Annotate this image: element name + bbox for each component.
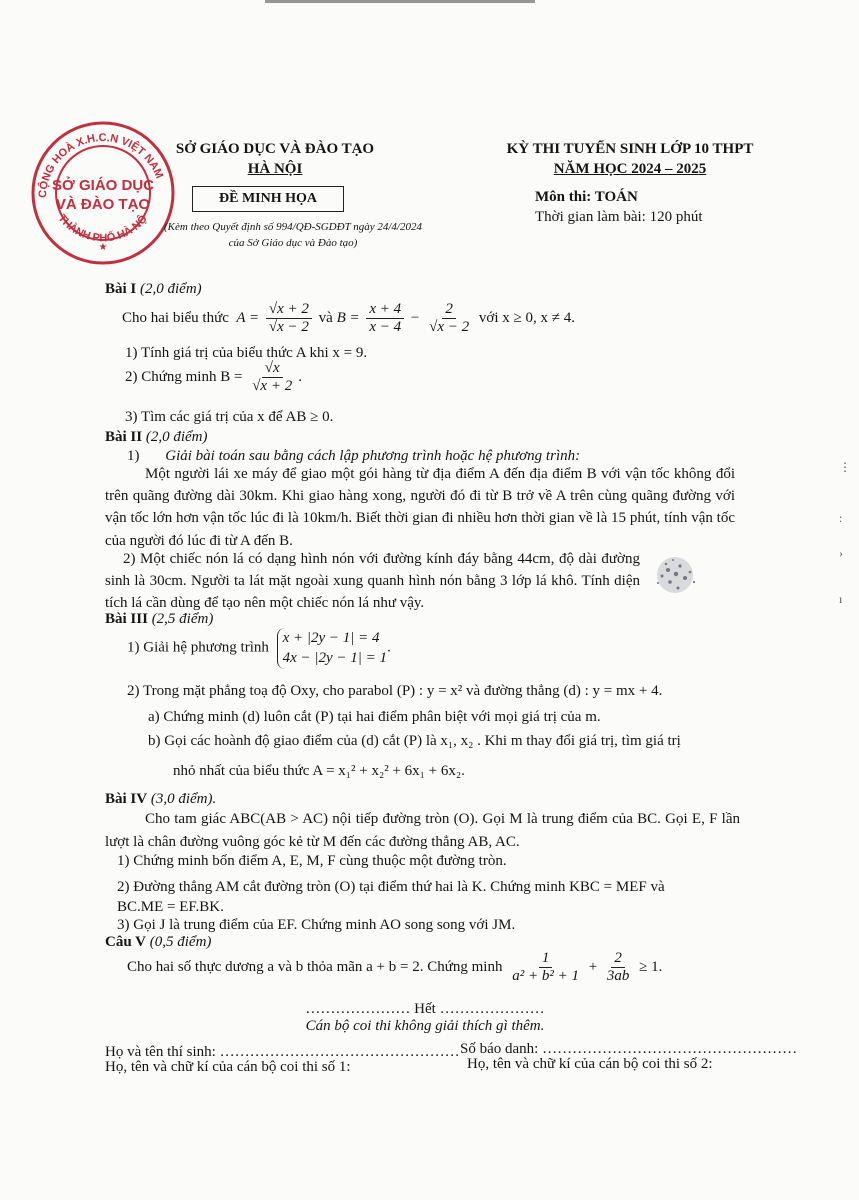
bai3-q2: 2) Trong mặt phẳng toạ độ Oxy, cho parabol (P) : y = x² và đường thẳng (d) : y = mx + 4. [127, 683, 663, 699]
cau5-title: Câu V [105, 934, 146, 950]
bai2-q1-title: Giải bài toán sau bằng cách lập phương trình hoặc hệ phương trình: [165, 448, 581, 464]
bai1-q3: 3) Tìm các giá trị của x để AB ≥ 0. [125, 409, 334, 425]
bai1-condition: với x ≥ 0, x ≠ 4. [478, 310, 575, 327]
bai3-q1-text: 1) Giải hệ phương trình [127, 639, 269, 656]
bai2-q1-label: 1) [127, 448, 140, 464]
bai1-q2: 2) Chứng minh B = $\frac{√x}{√x + 2}$ . [125, 360, 302, 395]
q2-denominator: √x + 2 [252, 378, 293, 395]
bai4-q2-line1: 2) Đường thẳng AM cắt đường tròn (O) tại điểm thứ hai là K. Chứng minh KBC = MEF và [117, 879, 665, 895]
proctor-note: Cán bộ coi thi không giải thích gì thêm. [305, 1018, 545, 1034]
candidate-name-field: Họ và tên thí sinh: ………………………………………… [105, 1044, 460, 1060]
frac1-numerator: 1 [539, 950, 553, 968]
header-department: SỞ GIÁO DỤC VÀ ĐÀO TẠO [175, 141, 375, 157]
bai4-intro: Cho tam giác ABC(AB > AC) nội tiếp đường tròn (O). Gọi M là trung điểm của BC. Gọi E, F lần lượt là chân đường vuông góc kẻ từ M đến các đường thẳng AB, AC. [105, 811, 740, 850]
proctor1-signature-label: Họ, tên và chữ kí của cán bộ coi thi số 1: [105, 1059, 351, 1075]
cau5-statement [127, 950, 662, 986]
cau5-points: (0,5 điểm) [149, 934, 212, 950]
exam-title: KỲ THI TUYỂN SINH LỚP 10 THPT [506, 141, 754, 157]
bai3-qa: a) Chứng minh (d) luôn cắt (P) tại hai điểm phân biệt với mọi giá trị của m. [148, 709, 601, 725]
svg-text:★: ★ [98, 242, 108, 253]
B-num1: x + 4 [366, 301, 404, 319]
subject-line: Môn thi: TOÁN [535, 189, 638, 205]
school-year: NĂM HỌC 2024 – 2025 [553, 160, 707, 177]
q2-numerator: √x [262, 360, 283, 378]
bai4-points: (3,0 điểm). [150, 791, 217, 807]
B-den1: x − 4 [369, 319, 402, 336]
A-denominator: √x − 2 [268, 319, 309, 336]
bai1-points: (2,0 điểm) [140, 281, 202, 297]
bai3-points: (2,5 điểm) [151, 611, 214, 627]
header-city: HÀ NỘI [247, 160, 303, 177]
duration-line: Thời gian làm bài: 120 phút [535, 209, 703, 226]
end-marker: ………………… Hết ………………… [305, 1001, 545, 1017]
system-eq2: 4x − |2y − 1| = 1 [282, 650, 388, 667]
bai2-q1-text: Một người lái xe máy để giao một gói hàng từ địa điểm A đến địa điểm B với vận tốc không đổi trên quãng đường dài 30km. Khi giao hàng xong, người đó đi từ B trở về A trên cùng quãng đường với vận tốc lớn hơn vận tốc lúc đi là 10km/h. Biết thời gian đi nhiều hơn thời gian về là 15 phút, tính vận tốc của người đó lúc đi từ A đến B. [105, 466, 735, 549]
frac2-denominator: 3ab [606, 968, 630, 985]
bai1-q2-text: 2) Chứng minh B = [125, 369, 243, 386]
cone-image-smudge [640, 548, 710, 603]
candidate-number-field: Số báo danh: …………………………………………… [460, 1041, 798, 1057]
frac2-numerator: 2 [611, 950, 625, 968]
exam-type-label: ĐỀ MINH HỌA [219, 191, 317, 206]
decision-note-line2: của Sở Giáo dục và Đào tạo) [228, 236, 358, 249]
plus-sign: + [588, 959, 598, 976]
svg-text:SỞ GIÁO DỤC: SỞ GIÁO DỤC [52, 177, 154, 194]
bai3-qb-line1: b) Gọi các hoành độ giao điểm của (d) cắt (P) là x₁, x₂ . Khi m thay đổi giá trị, tìm giá trị [148, 733, 681, 749]
bai2-points: (2,0 điểm) [145, 429, 208, 445]
bai4-title: Bài IV [105, 791, 148, 807]
bai4-q3: 3) Gọi J là trung điểm của EF. Chứng minh AO song song với JM. [117, 917, 516, 933]
bai1-expressions: Cho hai biểu thức A = $\frac{√x + 2}{√x - 2}$ và B = $\frac{x + 4}{x - 4}$ − $\frac{2}{√x - 2}$ với x ≥ 0, x ≠ 4. [122, 301, 575, 336]
proctor2-signature-label: Họ, tên và chữ kí của cán bộ coi thi số 2: [467, 1056, 713, 1072]
cau5-text: Cho hai số thực dương a và b thỏa mãn a + b = 2. Chứng minh [127, 959, 503, 976]
B-den2: √x − 2 [429, 319, 470, 336]
scan-top-artifact [265, 0, 535, 3]
svg-text:THÀNH PHỐ HÀ NỘI: THÀNH PHỐ HÀ NỘ [55, 212, 150, 245]
inequality-end: ≥ 1. [639, 959, 663, 976]
bai1-title: Bài I [105, 281, 137, 297]
B-num2: 2 [442, 301, 456, 319]
exam-type-box [192, 186, 344, 212]
svg-text:VÀ ĐÀO TẠO: VÀ ĐÀO TẠO [55, 196, 151, 213]
bai1-q1: 1) Tính giá trị của biểu thức A khi x = 9. [125, 345, 368, 361]
scan-margin-artifacts: ⋮ : › ı [839, 460, 851, 606]
bai2-q2-text: 2) Một chiếc nón lá có dạng hình nón với đường kính đáy bằng 44cm, độ dài đường sinh là 30cm. Người ta lát mặt ngoài xung quanh hình nón bằng 3 lớp lá khô. Tính diện tích lá cần dùng để tạo nên một chiếc nón lá như vậy. [105, 551, 640, 612]
svg-text:CỘNG HOÀ X.H.C.N VIỆT NAM: CỘNG HOÀ X.H.C.N VIỆT NAM [36, 131, 166, 199]
bai2-title: Bài II [105, 429, 143, 445]
A-numerator: √x + 2 [266, 301, 312, 319]
bai1-intro: Cho hai biểu thức [122, 310, 229, 327]
bai4-q1: 1) Chứng minh bốn điểm A, E, M, F cùng thuộc một đường tròn. [117, 853, 507, 869]
bai3-q1: 1) Giải hệ phương trình x + |2y − 1| = 4 4x − |2y − 1| = 1 . [127, 628, 391, 669]
decision-note-line1: (Kèm theo Quyết định số 994/QĐ-SGDĐT ngày 24/4/2024 [164, 221, 422, 233]
bai1-and: và [318, 310, 333, 327]
bai3-qb-line2: nhỏ nhất của biểu thức A = x₁² + x₂² + 6x₁ + 6x₂. [173, 763, 465, 779]
frac1-denominator: a² + b² + 1 [512, 968, 579, 985]
system-eq1: x + |2y − 1| = 4 [282, 630, 380, 646]
bai3-title: Bài III [105, 611, 148, 627]
bai4-q2-line2: BC.ME = EF.BK. [117, 899, 224, 915]
